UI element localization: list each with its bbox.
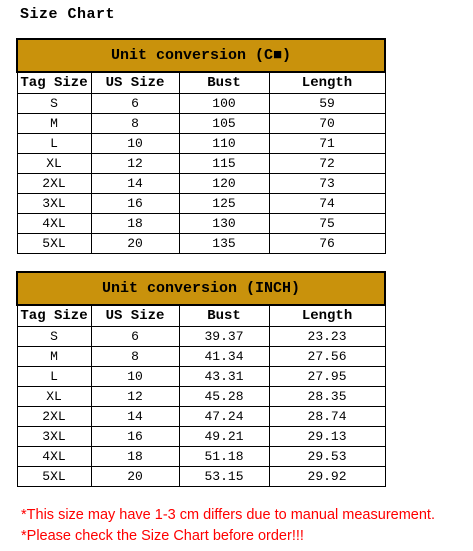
table-row xyxy=(17,234,385,254)
table-row xyxy=(17,367,385,387)
table-row xyxy=(17,154,385,174)
table-cell: XL xyxy=(17,154,91,174)
table-cell: 23.23 xyxy=(269,327,385,347)
table-cell: 3XL xyxy=(17,427,91,447)
table-cell: 39.37 xyxy=(179,327,269,347)
table-row xyxy=(17,387,385,407)
notes xyxy=(21,505,435,547)
table-cell: 10 xyxy=(91,134,179,154)
table-row xyxy=(17,134,385,154)
table-cell: 72 xyxy=(269,154,385,174)
table-cell: 10 xyxy=(91,367,179,387)
table-cell: 75 xyxy=(269,214,385,234)
table-row xyxy=(17,327,385,347)
table-cell: 70 xyxy=(269,114,385,134)
table-cell: 16 xyxy=(91,427,179,447)
column-header-us-size: US Size xyxy=(91,72,179,94)
table-cell: 14 xyxy=(91,174,179,194)
table-cell: 4XL xyxy=(17,447,91,467)
table-cell: 8 xyxy=(91,347,179,367)
column-header-length: Length xyxy=(269,305,385,327)
table-cell: 28.35 xyxy=(269,387,385,407)
column-header-length: Length xyxy=(269,72,385,94)
table-cell: 5XL xyxy=(17,467,91,487)
table-cell: 74 xyxy=(269,194,385,214)
table-cell: M xyxy=(17,347,91,367)
table-cell: 6 xyxy=(91,94,179,114)
table-cell: 8 xyxy=(91,114,179,134)
page-title: Size Chart xyxy=(20,6,116,23)
table-row xyxy=(17,427,385,447)
table-cell: 18 xyxy=(91,214,179,234)
column-header-tag-size: Tag Size xyxy=(17,305,91,327)
table-cell: 76 xyxy=(269,234,385,254)
table-cell: 20 xyxy=(91,234,179,254)
table-cell: 41.34 xyxy=(179,347,269,367)
table-cell: 14 xyxy=(91,407,179,427)
table-row xyxy=(17,114,385,134)
table-cell: 29.53 xyxy=(269,447,385,467)
table-cell: 27.95 xyxy=(269,367,385,387)
table-cell: S xyxy=(17,327,91,347)
table-cell: 47.24 xyxy=(179,407,269,427)
note-measurement-disclaimer: *This size may have 1-3 cm differs due to manual measurement. xyxy=(21,507,435,523)
size-table-cm xyxy=(16,38,386,254)
table-cell: 18 xyxy=(91,447,179,467)
table-cell: 45.28 xyxy=(179,387,269,407)
column-header-tag-size: Tag Size xyxy=(17,72,91,94)
table-cell: 29.92 xyxy=(269,467,385,487)
table-row xyxy=(17,174,385,194)
table-cell: 120 xyxy=(179,174,269,194)
table-row xyxy=(17,447,385,467)
table-row xyxy=(17,94,385,114)
column-header-bust: Bust xyxy=(179,305,269,327)
table-cell: 59 xyxy=(269,94,385,114)
table-row xyxy=(17,194,385,214)
table-cell: 28.74 xyxy=(269,407,385,427)
table-cell: 29.13 xyxy=(269,427,385,447)
table-cell: 73 xyxy=(269,174,385,194)
note-check-size-chart: *Please check the Size Chart before order!!! xyxy=(21,528,304,544)
table-cell: 6 xyxy=(91,327,179,347)
table-cell: 3XL xyxy=(17,194,91,214)
table-cell: 49.21 xyxy=(179,427,269,447)
table-cell: 51.18 xyxy=(179,447,269,467)
table-cell: 2XL xyxy=(17,407,91,427)
table-row xyxy=(17,347,385,367)
column-header-us-size: US Size xyxy=(91,305,179,327)
table-cell: M xyxy=(17,114,91,134)
table-cell: 12 xyxy=(91,387,179,407)
table-cell: 20 xyxy=(91,467,179,487)
table-cell: 125 xyxy=(179,194,269,214)
table-cell: 53.15 xyxy=(179,467,269,487)
table-cell: 5XL xyxy=(17,234,91,254)
table-cell: 105 xyxy=(179,114,269,134)
table-cell: 16 xyxy=(91,194,179,214)
table-cell: L xyxy=(17,367,91,387)
table-cell: 100 xyxy=(179,94,269,114)
table-caption: Unit conversion (INCH) xyxy=(17,272,385,305)
table-row xyxy=(17,467,385,487)
table-cell: S xyxy=(17,94,91,114)
table-cell: XL xyxy=(17,387,91,407)
table-cell: L xyxy=(17,134,91,154)
table-caption: Unit conversion (C■) xyxy=(17,39,385,72)
table-cell: 4XL xyxy=(17,214,91,234)
table-cell: 110 xyxy=(179,134,269,154)
table-cell: 135 xyxy=(179,234,269,254)
table-cell: 12 xyxy=(91,154,179,174)
table-cell: 43.31 xyxy=(179,367,269,387)
column-header-bust: Bust xyxy=(179,72,269,94)
table-row xyxy=(17,214,385,234)
table-cell: 130 xyxy=(179,214,269,234)
table-cell: 2XL xyxy=(17,174,91,194)
table-cell: 71 xyxy=(269,134,385,154)
table-row xyxy=(17,407,385,427)
table-cell: 27.56 xyxy=(269,347,385,367)
table-cell: 115 xyxy=(179,154,269,174)
size-table-inch xyxy=(16,271,386,487)
